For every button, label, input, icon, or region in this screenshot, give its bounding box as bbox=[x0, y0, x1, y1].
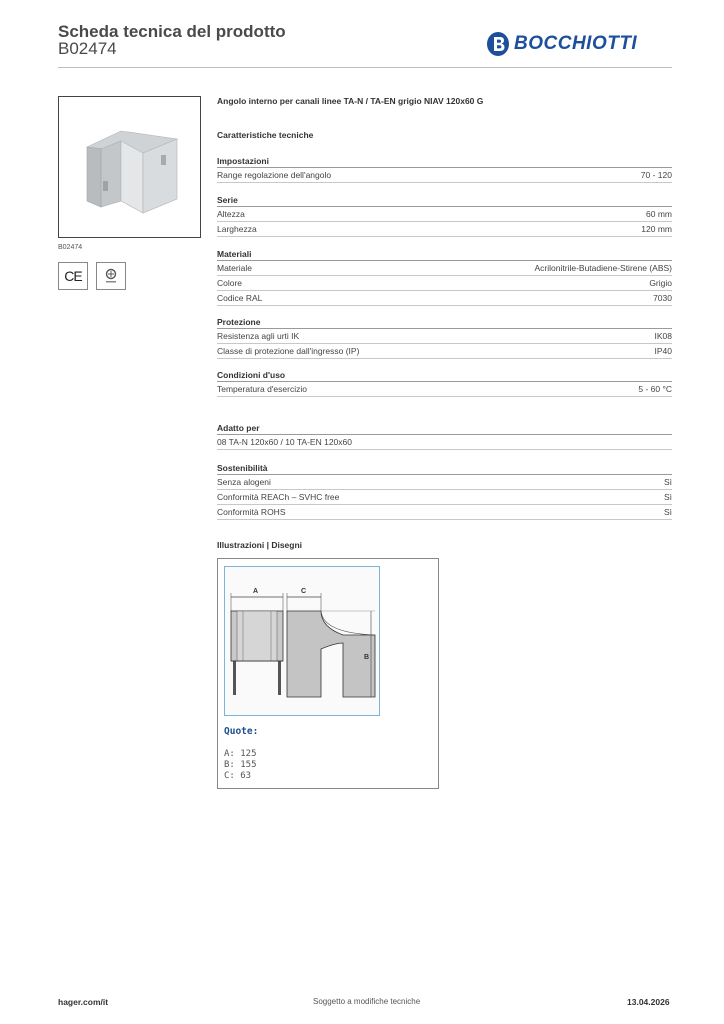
spec-value: Acrilonitrile-Butadiene-Stirene (ABS) bbox=[534, 263, 672, 273]
dim-label-a: A bbox=[253, 588, 259, 595]
spec-value: Sì bbox=[663, 477, 672, 487]
group-title: Sostenibilità bbox=[217, 462, 672, 475]
spec-label: Conformità REACh – SVHC free bbox=[217, 492, 340, 502]
spec-value: 60 mm bbox=[646, 209, 672, 219]
spec-row bbox=[217, 276, 672, 291]
group-condizioni bbox=[217, 369, 672, 397]
spec-label: Colore bbox=[217, 278, 243, 288]
brand-logo bbox=[486, 29, 666, 59]
spec-label: Senza alogeni bbox=[217, 477, 271, 487]
spec-row bbox=[217, 168, 672, 183]
spec-value: 5 - 60 °C bbox=[638, 384, 672, 394]
quote-line: C: 63 bbox=[224, 771, 252, 781]
spec-label: Temperatura d'esercizio bbox=[217, 384, 307, 394]
product-name: Angolo interno per canali linee TA-N / TA-EN grigio NIAV 120x60 G bbox=[217, 96, 484, 106]
drawing-frame bbox=[224, 566, 380, 716]
spec-value: IK08 bbox=[654, 331, 672, 341]
spec-row bbox=[217, 329, 672, 344]
spec-label: Conformità ROHS bbox=[217, 507, 286, 517]
group-adatto bbox=[217, 422, 672, 450]
quote-line: B: 155 bbox=[224, 760, 257, 770]
spec-row bbox=[217, 505, 672, 520]
spec-value: IP40 bbox=[654, 346, 672, 356]
spec-value: 70 - 120 bbox=[640, 170, 672, 180]
quality-seal-icon bbox=[102, 267, 120, 285]
dimension-drawing bbox=[225, 567, 378, 714]
spec-row bbox=[217, 344, 672, 359]
brand-logo-icon bbox=[486, 31, 510, 57]
quote-title: Quote: bbox=[224, 726, 259, 737]
product-illustration bbox=[59, 97, 200, 237]
spec-row bbox=[217, 207, 672, 222]
header-code: B02474 bbox=[58, 39, 117, 58]
technical-drawing bbox=[217, 558, 439, 789]
spec-row bbox=[217, 490, 672, 505]
quality-mark-icon bbox=[96, 262, 126, 290]
ce-mark-text: CE bbox=[64, 268, 82, 284]
illustrations-heading: Illustrazioni | Disegni bbox=[217, 540, 303, 550]
spec-value: 7030 bbox=[653, 293, 672, 303]
group-title: Materiali bbox=[217, 248, 672, 261]
spec-label: Resistenza agli urti IK bbox=[217, 331, 300, 341]
product-image bbox=[58, 96, 201, 238]
spec-row bbox=[217, 222, 672, 237]
group-title: Serie bbox=[217, 194, 672, 207]
product-code-label: B02474 bbox=[58, 244, 83, 251]
group-title: Protezione bbox=[217, 316, 672, 329]
spec-label: Larghezza bbox=[217, 224, 257, 234]
header-divider bbox=[58, 67, 672, 68]
spec-value: Sì bbox=[663, 492, 672, 502]
header-title: Scheda tecnica del prodotto bbox=[58, 22, 286, 41]
spec-label: Classe di protezione dall'ingresso (IP) bbox=[217, 346, 360, 356]
footer-website-link[interactable]: hager.com/it bbox=[58, 997, 109, 1007]
spec-label: Codice RAL bbox=[217, 293, 263, 303]
spec-value: Sì bbox=[663, 507, 672, 517]
spec-label: Materiale bbox=[217, 263, 252, 273]
ce-mark bbox=[58, 262, 88, 290]
spec-row bbox=[217, 291, 672, 306]
spec-value: Grigio bbox=[649, 278, 672, 288]
group-impostazioni bbox=[217, 155, 672, 183]
group-materiali bbox=[217, 248, 672, 306]
spec-row bbox=[217, 382, 672, 397]
group-title: Impostazioni bbox=[217, 155, 672, 168]
footer-date: 13.04.2026 bbox=[627, 997, 670, 1007]
spec-label: 08 TA-N 120x60 / 10 TA-EN 120x60 bbox=[217, 437, 352, 447]
group-title: Condizioni d'uso bbox=[217, 369, 672, 382]
group-title: Adatto per bbox=[217, 422, 672, 435]
spec-row bbox=[217, 435, 672, 450]
spec-row bbox=[217, 261, 672, 276]
spec-value: 120 mm bbox=[641, 224, 672, 234]
group-serie bbox=[217, 194, 672, 237]
dim-label-b: B bbox=[364, 654, 370, 661]
quote-line: A: 125 bbox=[224, 749, 257, 759]
spec-label: Altezza bbox=[217, 209, 245, 219]
group-sostenibilita bbox=[217, 462, 672, 520]
specs-heading: Caratteristiche tecniche bbox=[217, 130, 314, 140]
brand-name: BOCCHIOTTI bbox=[514, 33, 638, 54]
footer-note: Soggetto a modifiche tecniche bbox=[313, 997, 421, 1006]
spec-label: Range regolazione dell'angolo bbox=[217, 170, 332, 180]
spec-row bbox=[217, 475, 672, 490]
group-protezione bbox=[217, 316, 672, 359]
dim-label-c: C bbox=[301, 588, 307, 595]
